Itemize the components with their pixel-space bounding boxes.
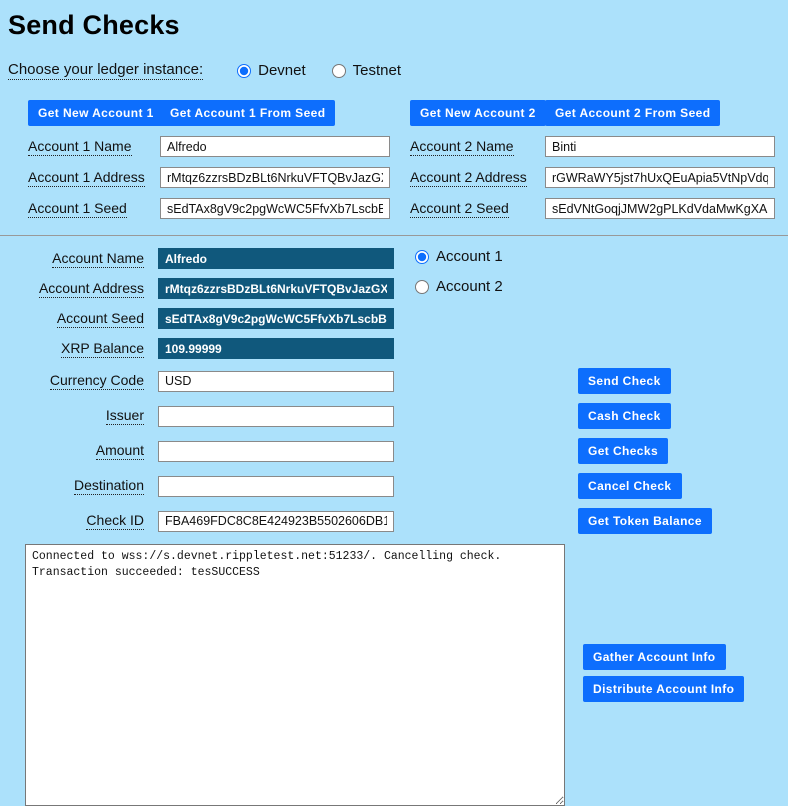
log-section	[25, 544, 788, 806]
amount-input[interactable]	[158, 441, 394, 462]
xrp-balance-field[interactable]	[158, 338, 394, 359]
get-account2-from-seed-button[interactable]: Get Account 2 From Seed	[545, 100, 720, 126]
destination-input[interactable]	[158, 476, 394, 497]
ledger-option-devnet[interactable]	[237, 62, 306, 79]
send-check-button[interactable]: Send Check	[578, 368, 671, 394]
account2-radio-label: Account 2	[436, 278, 503, 296]
account-name-label: Account Name	[52, 249, 144, 266]
currency-code-input[interactable]	[158, 371, 394, 392]
account2-address-label: Account 2 Address	[410, 168, 527, 185]
account-seed-field[interactable]	[158, 308, 394, 329]
account1-seed-label: Account 1 Seed	[28, 199, 127, 216]
account1-seed-input[interactable]	[160, 198, 390, 219]
account2-radio[interactable]	[415, 280, 429, 294]
issuer-label: Issuer	[105, 407, 144, 423]
account1-name-label: Account 1 Name	[28, 137, 132, 154]
account-address-label: Account Address	[38, 279, 144, 296]
get-new-account1-button[interactable]: Get New Account 1	[28, 100, 164, 126]
account1-address-input[interactable]	[160, 167, 390, 188]
cash-check-button[interactable]: Cash Check	[578, 403, 671, 429]
account-seed-label: Account Seed	[56, 309, 144, 326]
account-generation-grid	[28, 100, 788, 219]
get-token-balance-button[interactable]: Get Token Balance	[578, 508, 712, 534]
devnet-radio[interactable]	[237, 64, 251, 78]
use-account2-option[interactable]	[415, 278, 503, 295]
check-id-input[interactable]	[158, 511, 394, 532]
ledger-radio-group	[237, 62, 401, 79]
account2-seed-input[interactable]	[545, 198, 775, 219]
account2-address-input[interactable]	[545, 167, 775, 188]
account1-name-input[interactable]	[160, 136, 390, 157]
account1-radio[interactable]	[415, 250, 429, 264]
check-form-grid	[28, 248, 788, 534]
log-buttons-column	[583, 644, 744, 806]
devnet-label: Devnet	[258, 62, 306, 79]
get-account1-from-seed-button[interactable]: Get Account 1 From Seed	[160, 100, 335, 126]
currency-code-label: Currency Code	[49, 372, 144, 388]
ledger-option-testnet[interactable]	[332, 62, 401, 79]
account2-name-label: Account 2 Name	[410, 137, 514, 154]
account-name-field[interactable]	[158, 248, 394, 269]
check-id-label: Check ID	[86, 512, 144, 528]
account2-seed-label: Account 2 Seed	[410, 199, 509, 216]
account1-address-label: Account 1 Address	[28, 168, 145, 185]
page-title: Send Checks	[8, 10, 180, 40]
get-new-account2-button[interactable]: Get New Account 2	[410, 100, 546, 126]
use-account1-option[interactable]	[415, 248, 503, 265]
issuer-input[interactable]	[158, 406, 394, 427]
get-checks-button[interactable]: Get Checks	[578, 438, 668, 464]
xrp-balance-label: XRP Balance	[60, 339, 144, 356]
ledger-instance-label: Choose your ledger instance:	[8, 61, 204, 78]
gather-account-info-button[interactable]: Gather Account Info	[583, 644, 726, 670]
testnet-label: Testnet	[352, 62, 402, 79]
testnet-radio[interactable]	[332, 64, 346, 78]
amount-label: Amount	[95, 442, 144, 458]
distribute-account-info-button[interactable]: Distribute Account Info	[583, 676, 744, 702]
cancel-check-button[interactable]: Cancel Check	[578, 473, 682, 499]
account2-name-input[interactable]	[545, 136, 775, 157]
account-address-field[interactable]	[158, 278, 394, 299]
destination-label: Destination	[73, 477, 144, 493]
account1-radio-label: Account 1	[436, 248, 503, 266]
results-log-textarea[interactable]	[25, 544, 565, 806]
ledger-instance-row	[8, 61, 788, 80]
section-divider	[0, 235, 788, 236]
